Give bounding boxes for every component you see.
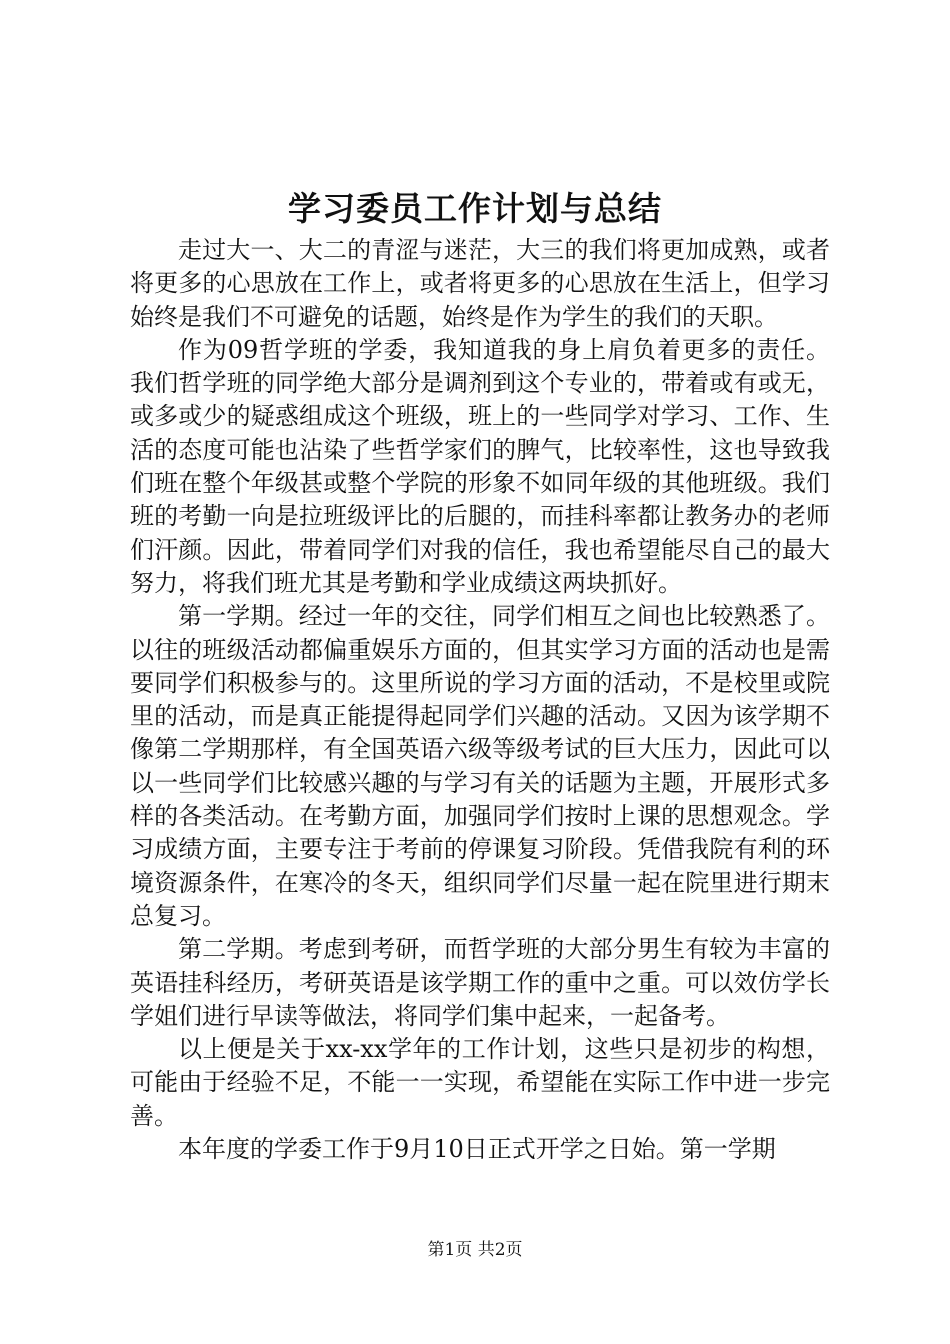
paragraph-4: 第二学期。考虑到考研，而哲学班的大部分男生有较为丰富的英语挂科经历，考研英语是该学期工作的重中之重。可以效仿学长学姐们进行早读等做法，将同学们集中起来，一起备考。 xyxy=(130,935,830,1030)
paragraph-1: 走过大一、大二的青涩与迷茫，大三的我们将更加成熟，或者将更多的心思放在工作上，或者将更多的心思放在生活上，但学习始终是我们不可避免的话题，始终是作为学生的我们的天职。 xyxy=(130,236,830,331)
paragraph-2: 作为09哲学班的学委，我知道我的身上肩负着更多的责任。我们哲学班的同学绝大部分是调剂到这个专业的，带着或有或无，或多或少的疑惑组成这个班级，班上的一些同学对学习、工作、生活的态度可能也沾染了些哲学家们的脾气，比较率性，这也导致我们班在整个年级甚或整个学院的形象不如同年级的其他班级。我们班的考勤一向是拉班级评比的后腿的，而挂科率都让教务办的老师们汗颜。因此，带着同学们对我的信任，我也希望能尽自己的最大努力，将我们班尤其是考勤和学业成绩这两块抓好。 xyxy=(130,335,830,597)
document-body xyxy=(130,234,830,1166)
paragraph-6: 本年度的学委工作于9月10日正式开学之日始。第一学期 xyxy=(178,1135,776,1164)
page-number-footer: 第1页 共2页 xyxy=(427,1240,523,1260)
paragraph-5: 以上便是关于xx-xx学年的工作计划，这些只是初步的构想，可能由于经验不足，不能一一实现，希望能在实际工作中进一步完善。 xyxy=(130,1035,830,1130)
paragraph-3: 第一学期。经过一年的交往，同学们相互之间也比较熟悉了。以往的班级活动都偏重娱乐方面的，但其实学习方面的活动也是需要同学们积极参与的。这里所说的学习方面的活动，不是校里或院里的活动，而是真正能提得起同学们兴趣的活动。又因为该学期不像第二学期那样，有全国英语六级等级考试的巨大压力，因此可以以一些同学们比较感兴趣的与学习有关的话题为主题，开展形式多样的各类活动。在考勤方面，加强同学们按时上课的思想观念。学习成绩方面，主要专注于考前的停课复习阶段。凭借我院有利的环境资源条件，在寒冷的冬天，组织同学们尽量一起在院里进行期末总复习。 xyxy=(130,602,830,930)
document-title: 学习委员工作计划与总结 xyxy=(288,189,662,228)
